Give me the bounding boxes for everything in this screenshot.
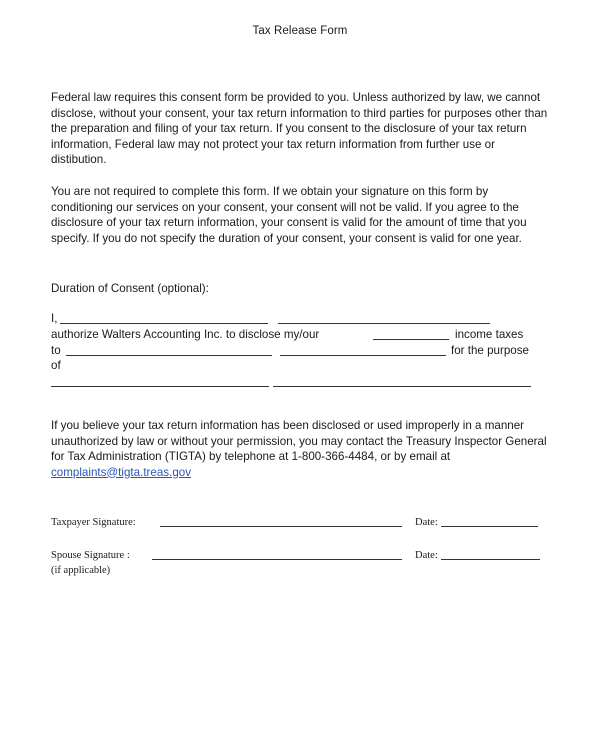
purpose-blank-2[interactable] xyxy=(273,386,531,387)
tigta-paragraph xyxy=(51,418,551,480)
spouse-signature-field[interactable] xyxy=(152,559,402,560)
duration-of-consent-label: Duration of Consent (optional): xyxy=(51,282,209,295)
income-taxes-text: income taxes xyxy=(455,328,524,341)
if-applicable-note: (if applicable) xyxy=(51,565,111,576)
taxpayer-date-field[interactable] xyxy=(441,526,538,527)
tigta-paragraph-text: If you believe your tax return information has been disclosed or used improperly in a manner unauthorized by law or without your permission, you may contact the Treasury Inspector General for Tax Administration (TIGTA) by telephone at 1-800-366-4484, or by email at xyxy=(51,419,547,463)
name-blank-2[interactable] xyxy=(278,323,490,324)
tigta-email-link[interactable]: complaints@tigta.treas.gov xyxy=(51,465,192,479)
purpose-blank-1[interactable] xyxy=(51,386,269,387)
of-label: of xyxy=(51,359,61,372)
line-i-label: I, xyxy=(51,312,58,325)
form-title: Tax Release Form xyxy=(252,25,348,37)
not-required-paragraph: You are not required to complete this form. If we obtain your signature on this form by conditioning our services on your consent, your consent will not be valid. If you agree to the disclosure of your tax return information, your consent is valid for the amount of time that you specify. If you do not specify the duration of your consent, your consent is valid for one year. xyxy=(51,185,527,245)
taxes-type-blank[interactable] xyxy=(373,339,449,340)
to-label: to xyxy=(51,344,61,357)
for-purpose-text: for the purpose xyxy=(451,344,529,357)
taxpayer-signature-field[interactable] xyxy=(160,526,402,527)
recipient-blank-1[interactable] xyxy=(66,355,272,356)
name-blank-1[interactable] xyxy=(60,323,268,324)
consent-paragraph: Federal law requires this consent form be provided to you. Unless authorized by law, we cannot disclose, without your consent, your tax return information to third parties for purposes other than the preparation and filing of your tax return. If you consent to the disclosure of your tax return information, Federal law may not protect your tax return information from further use or distibution. xyxy=(51,91,548,166)
spouse-date-label: Date: xyxy=(415,550,438,561)
taxpayer-date-label: Date: xyxy=(415,517,438,528)
spouse-date-field[interactable] xyxy=(441,559,540,560)
recipient-blank-2[interactable] xyxy=(280,355,446,356)
authorize-text: authorize Walters Accounting Inc. to disclose my/our xyxy=(51,328,320,341)
spouse-signature-label: Spouse Signature : xyxy=(51,550,130,561)
taxpayer-signature-label: Taxpayer Signature: xyxy=(51,517,136,528)
